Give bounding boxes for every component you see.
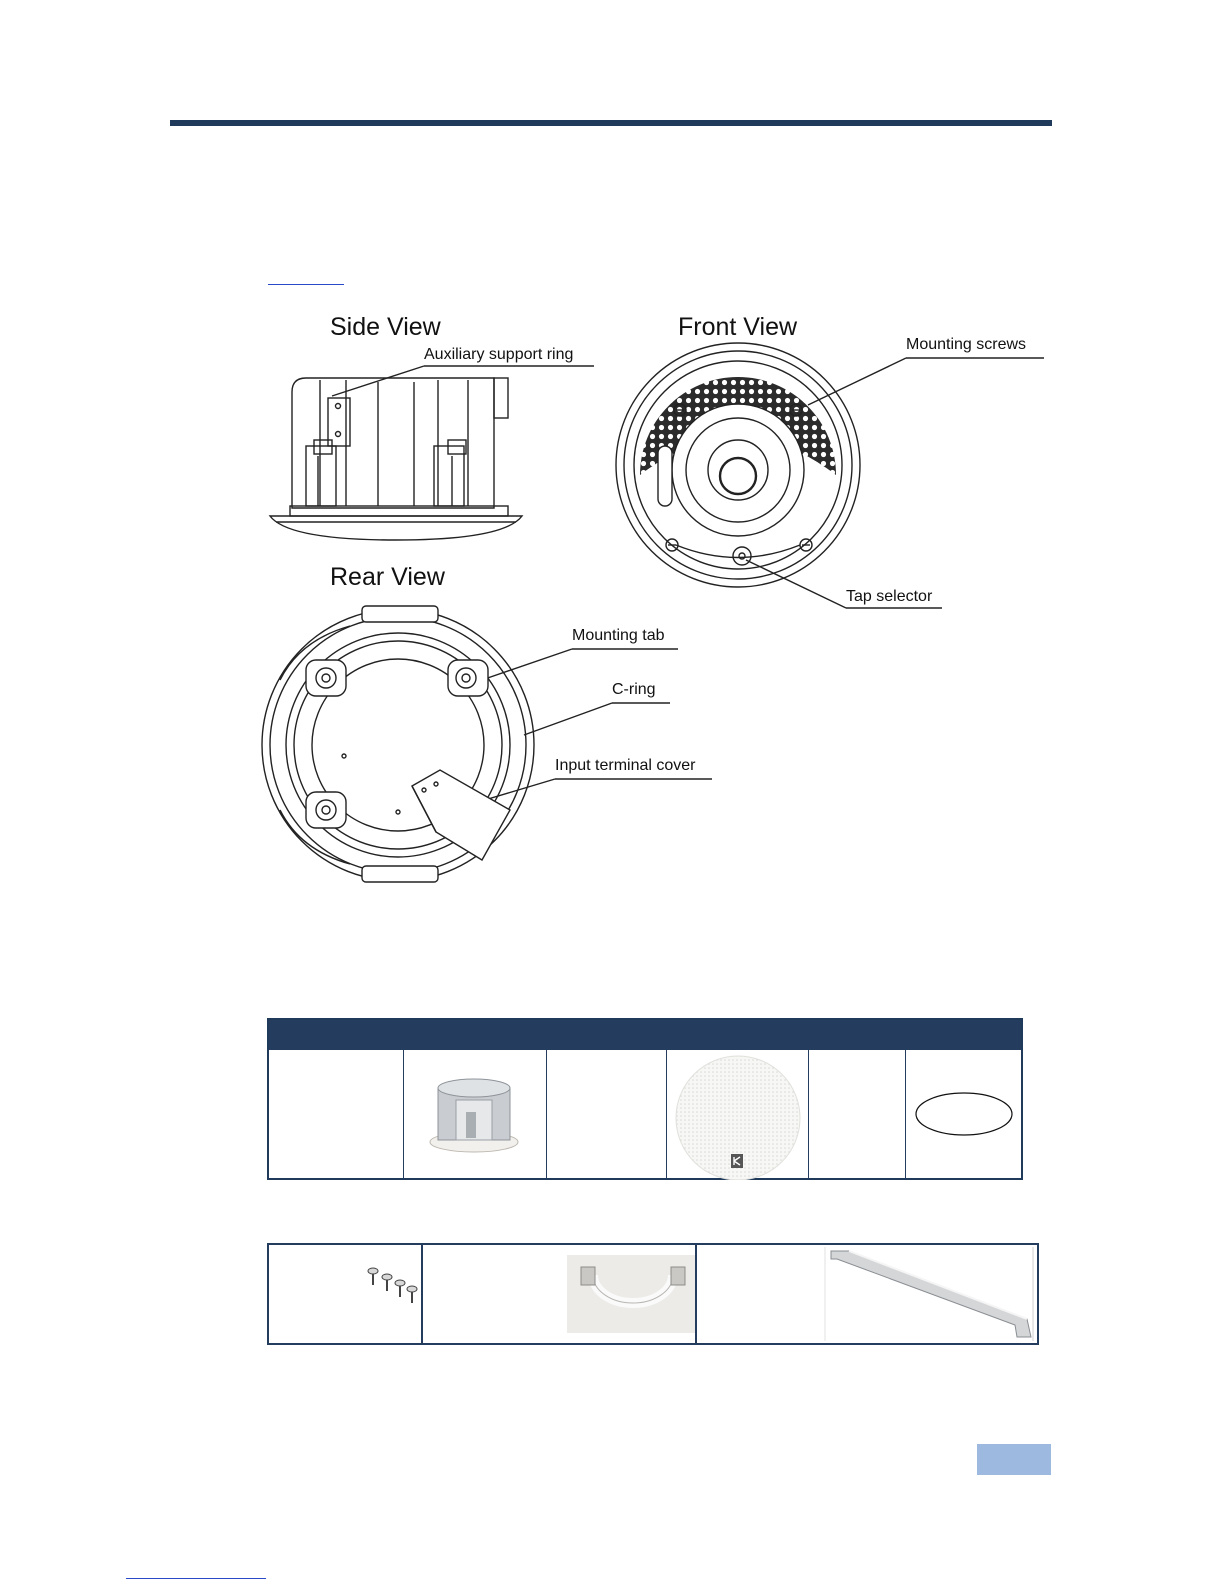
page-number-box [977,1444,1051,1475]
side-view-title: Side View [330,313,441,341]
c-ring-label: C-ring [612,681,656,698]
rubber-ring-outline [906,1050,1022,1180]
speaker-grille-photo [667,1050,809,1180]
screws-photo [269,1245,421,1343]
mounting-tab-label: Mounting tab [572,627,665,644]
table-cell-ring [905,1050,1021,1178]
table-cell-screws [269,1245,421,1343]
table-cell-bracket [695,1245,1037,1343]
table-header-bar [269,1020,1021,1050]
auxiliary-support-ring-label: Auxiliary support ring [424,346,574,363]
table-cell-support-ring [421,1245,695,1343]
table-cell-empty [546,1050,666,1178]
support-ring-photo [423,1245,697,1343]
mounting-bracket-photo [697,1245,1039,1343]
mounting-screws-label: Mounting screws [906,336,1027,353]
footer-link[interactable] [126,1578,266,1579]
rear-view-title: Rear View [330,563,445,591]
mounting-hardware-table [267,1243,1039,1345]
table-cell-empty [808,1050,905,1178]
table-cell-grille [666,1050,808,1178]
table-cell-speaker [403,1050,546,1178]
front-view-title: Front View [678,313,798,341]
package-contents-table [267,1018,1023,1180]
table-cell-empty [269,1050,403,1178]
input-terminal-cover-label: Input terminal cover [555,757,696,774]
tap-selector-label: Tap selector [846,588,933,605]
ceiling-speaker-photo [404,1050,547,1180]
